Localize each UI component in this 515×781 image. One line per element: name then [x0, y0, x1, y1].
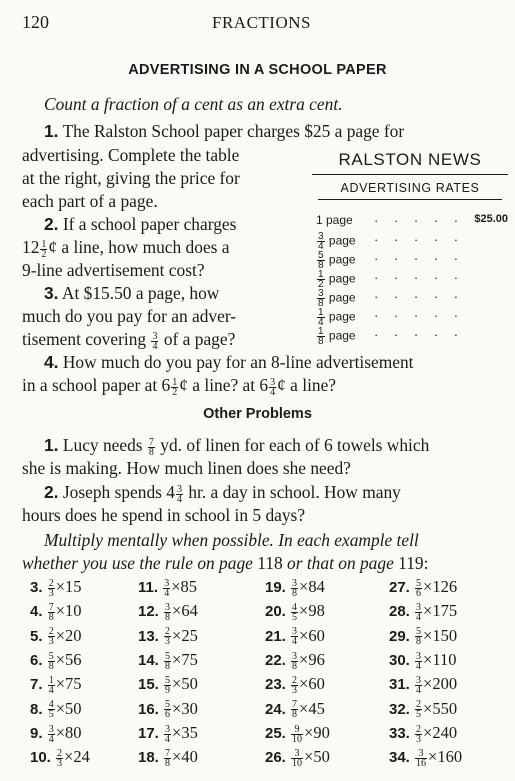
problem-4-line-1 [44, 350, 414, 374]
fraction: $\frac{3}{10}$ [292, 747, 303, 769]
fraction: $\frac{3}{4}$ [270, 376, 276, 398]
fraction: $\frac{5}{6}$ [165, 699, 171, 721]
exercise-number: 18. [138, 749, 164, 767]
fraction: $\frac{3}{4}$ [152, 330, 158, 352]
exercise-number: 29. [389, 627, 415, 645]
problem-text: At $15.50 a page, how [61, 283, 220, 303]
page-number: 120 [22, 12, 49, 32]
fraction: $\frac{3}{4}$ [416, 602, 422, 624]
fraction: $\frac{1}{2}$ [41, 238, 47, 260]
exercise-item [138, 650, 198, 671]
table-title: RALSTON NEWS [312, 150, 508, 175]
advertising-rates-table [312, 150, 508, 200]
multiplier: ×50 [304, 747, 330, 767]
multiplier: ×20 [55, 625, 82, 645]
exercise-number: 6. [30, 651, 47, 669]
rate-row [316, 270, 508, 289]
exercise-item [138, 577, 197, 598]
problem-number: 1. [44, 121, 59, 141]
fraction: $\frac{5}{6}$ [416, 577, 422, 599]
page-ref: 119 [398, 553, 424, 573]
fraction: $\frac{7}{8}$ [165, 747, 171, 769]
exercise-number: 34. [389, 749, 415, 767]
problem-text: of a page? [163, 329, 236, 349]
multiplier: ×200 [423, 674, 458, 694]
exercise-item [30, 626, 82, 647]
exercise-item [265, 674, 325, 695]
exercise-item [138, 601, 198, 622]
exercise-item [138, 674, 198, 695]
problem-number: 1. [44, 435, 59, 455]
instruction-text: whether you use the rule on page [22, 553, 253, 573]
exercise-number: 31. [389, 676, 415, 694]
exercise-item [138, 747, 198, 768]
fraction: $\frac{2}{5}$ [416, 699, 422, 721]
rate-row [316, 308, 508, 327]
problem-text: ¢ a line, how much does a [48, 237, 230, 257]
exercise-number: 26. [265, 749, 291, 767]
problem-3-line-1 [44, 281, 219, 305]
rate-label: $\frac{1}{4}$ page [318, 307, 356, 328]
rate-row [316, 232, 508, 251]
fraction: $\frac{2}{3}$ [165, 626, 171, 648]
problem-text: Lucy needs [62, 435, 143, 455]
multiplier: ×126 [423, 577, 458, 596]
exercise-number: 32. [389, 700, 415, 718]
exercise-item [389, 723, 457, 744]
problem-3-line-3 [22, 327, 235, 351]
exercise-number: 14. [138, 651, 164, 669]
multiplier: ×56 [55, 649, 82, 669]
exercise-number: 16. [138, 700, 164, 718]
rate-price: $25.00 [474, 213, 508, 225]
problem-2-line-2 [22, 235, 230, 259]
problem-1-line-1 [44, 119, 404, 143]
fraction: $\frac{5}{9}$ [165, 674, 171, 696]
multiplier: ×96 [299, 649, 325, 669]
problem-text: If a school paper charges [62, 214, 237, 234]
exercise-item [389, 699, 457, 720]
problem-1-line-4: each part of a page. [22, 191, 158, 211]
exercise-number: 23. [265, 676, 291, 694]
problem-text: ¢ a line? at 6 [179, 375, 269, 395]
exercise-item [389, 626, 457, 647]
exercise-number: 19. [265, 579, 291, 596]
multiplier: ×90 [304, 722, 330, 742]
multiply-instruction-line-1: Multiply mentally when possible. In each example tell [44, 530, 419, 550]
exercise-number: 4. [30, 603, 47, 621]
rate-label: 1 page [316, 213, 353, 227]
multiplier: ×84 [299, 577, 325, 596]
multiplier: ×98 [299, 601, 325, 621]
exercise-number: 15. [138, 676, 164, 694]
multiplier: ×25 [172, 625, 198, 645]
multiplier: ×10 [55, 601, 82, 621]
exercise-item [265, 626, 325, 647]
fraction: $\frac{7}{8}$ [148, 436, 154, 458]
fraction: $\frac{2}{3}$ [48, 577, 54, 599]
instruction-text: : [423, 553, 429, 573]
problem-text: tisement covering [22, 329, 147, 349]
problem-text: Joseph spends 4 [62, 482, 175, 502]
multiplier: ×35 [172, 722, 198, 742]
exercise-number: 11. [138, 579, 163, 596]
multiplier: ×240 [423, 722, 458, 742]
exercise-number: 33. [389, 724, 415, 742]
fraction: $\frac{2}{3}$ [57, 747, 63, 769]
exercise-number: 25. [265, 724, 291, 742]
rate-row [316, 289, 508, 308]
rate-label: $\frac{3}{4}$ page [318, 231, 356, 252]
fraction: $\frac{5}{8}$ [318, 250, 324, 271]
multiplier: ×40 [172, 747, 198, 767]
fraction: $\frac{3}{8}$ [292, 650, 298, 672]
exercise-item [389, 650, 456, 671]
leader-dots: · · · · · [374, 289, 465, 304]
exercise-number: 27. [389, 579, 415, 596]
page-header [22, 12, 501, 36]
section-title: ADVERTISING IN A SCHOOL PAPER [128, 62, 387, 78]
running-head: FRACTIONS [212, 13, 311, 32]
fraction: $\frac{7}{8}$ [292, 699, 298, 721]
instruction-text: or that on page [287, 553, 394, 573]
multiplier: ×15 [55, 577, 82, 596]
multiplier: ×75 [55, 674, 82, 694]
exercise-item [265, 747, 330, 768]
multiplier: ×64 [172, 601, 198, 621]
instruction: Count a fraction of a cent as an extra cent. [44, 94, 343, 114]
multiplier: ×60 [299, 625, 325, 645]
exercise-item [265, 650, 325, 671]
multiplier: ×45 [299, 698, 325, 718]
exercise-number: 9. [30, 724, 47, 742]
leader-dots: · · · · · [374, 327, 465, 342]
problem-number: 2. [44, 214, 59, 234]
amount: 12 [22, 237, 40, 257]
exercise-item [30, 674, 82, 695]
multiplier: ×160 [428, 747, 463, 767]
multiplier: ×175 [423, 601, 458, 621]
fraction: $\frac{1}{2}$ [172, 376, 178, 398]
multiplier: ×30 [172, 698, 198, 718]
fraction: $\frac{4}{5}$ [292, 602, 298, 624]
multiplier: ×50 [55, 698, 82, 718]
exercise-item [265, 601, 325, 622]
fraction: $\frac{2}{3}$ [416, 723, 422, 745]
other-problem-1-line-1 [44, 433, 429, 457]
multiplier: ×110 [423, 649, 457, 669]
fraction: $\frac{3}{8}$ [165, 602, 171, 624]
exercise-item [138, 699, 198, 720]
multiply-instruction-line-2 [22, 551, 428, 575]
leader-dots: · · · · · [374, 213, 465, 228]
multiplier: ×50 [172, 674, 198, 694]
exercise-number: 3. [30, 579, 47, 596]
rate-label: $\frac{3}{8}$ page [318, 288, 356, 309]
problem-text: How much do you pay for an 8-line advertisement [62, 352, 414, 372]
fraction: $\frac{3}{4}$ [416, 650, 422, 672]
exercise-item [265, 723, 330, 744]
exercise-item [30, 577, 82, 598]
exercise-item [30, 650, 82, 671]
exercise-item [389, 747, 462, 768]
problem-3-line-2: much do you pay for an adver- [22, 306, 237, 326]
exercise-number: 8. [30, 700, 47, 718]
problem-number: 3. [44, 283, 59, 303]
rate-row [316, 327, 508, 346]
other-problem-2-line-1 [44, 480, 401, 504]
problem-text: in a school paper at 6 [22, 375, 171, 395]
fraction: $\frac{1}{2}$ [318, 269, 324, 290]
exercise-number: 22. [265, 651, 291, 669]
fraction: $\frac{3}{8}$ [318, 288, 324, 309]
multiplier: ×150 [423, 625, 458, 645]
exercise-item [30, 699, 82, 720]
other-problem-1-line-2: she is making. How much linen does she need? [22, 458, 351, 478]
problem-2-line-1 [44, 212, 236, 236]
fraction: $\frac{4}{5}$ [48, 699, 54, 721]
multiplier: ×24 [64, 747, 90, 767]
exercise-number: 10. [30, 749, 56, 767]
problem-text: yd. of linen for each of 6 towels which [160, 435, 430, 455]
fraction: $\frac{5}{8}$ [165, 650, 171, 672]
multiplier: ×80 [55, 722, 82, 742]
problem-text: ¢ a line? [277, 375, 337, 395]
fraction: $\frac{7}{8}$ [48, 602, 54, 624]
multiplier: ×75 [172, 649, 198, 669]
fraction: $\frac{3}{8}$ [292, 577, 298, 599]
fraction: $\frac{1}{8}$ [318, 326, 324, 347]
exercise-number: 21. [265, 627, 291, 645]
fraction: $\frac{2}{3}$ [292, 674, 298, 696]
rate-label: $\frac{5}{8}$ page [318, 250, 356, 271]
exercise-item [30, 601, 82, 622]
other-problem-2-line-2: hours does he spend in school in 5 days? [22, 505, 306, 525]
problem-text: hr. a day in school. How many [188, 482, 401, 502]
exercise-item [138, 626, 198, 647]
exercise-item [138, 723, 198, 744]
fraction: $\frac{5}{8}$ [48, 650, 54, 672]
fraction: $\frac{3}{4}$ [292, 626, 298, 648]
exercise-number: 28. [389, 603, 415, 621]
exercise-number: 5. [30, 627, 47, 645]
rate-label: $\frac{1}{2}$ page [318, 269, 356, 290]
problem-number: 4. [44, 352, 59, 372]
exercise-number: 12. [138, 603, 164, 621]
fraction: $\frac{2}{3}$ [48, 626, 54, 648]
exercise-number: 20. [265, 603, 291, 621]
exercise-item [389, 601, 457, 622]
exercise-number: 30. [389, 651, 415, 669]
problem-1-line-3: at the right, giving the price for [22, 168, 240, 188]
rate-row [316, 251, 508, 270]
multiplier: ×85 [171, 577, 198, 596]
leader-dots: · · · · · [374, 232, 465, 247]
problem-text: The Ralston School paper charges $25 a page for [62, 121, 405, 141]
rate-row [316, 213, 508, 232]
exercise-number: 24. [265, 700, 291, 718]
exercise-number: 17. [138, 724, 164, 742]
leader-dots: · · · · · [374, 308, 465, 323]
problem-2-line-3: 9-line advertisement cost? [22, 260, 205, 280]
fraction: $\frac{3}{4}$ [165, 723, 171, 745]
exercise-item [389, 577, 457, 598]
leader-dots: · · · · · [374, 270, 465, 285]
fraction: $\frac{3}{16}$ [416, 747, 427, 769]
exercise-item [30, 747, 90, 768]
fraction: $\frac{3}{4}$ [48, 723, 54, 745]
leader-dots: · · · · · [374, 251, 465, 266]
fraction: $\frac{3}{4}$ [176, 483, 182, 505]
page-ref: 118 [257, 553, 283, 573]
fraction: $\frac{3}{4}$ [164, 577, 170, 599]
exercise-number: 7. [30, 676, 47, 694]
multiplier: ×550 [423, 698, 458, 718]
fraction: $\frac{9}{10}$ [292, 723, 303, 745]
table-subtitle: ADVERTISING RATES [318, 181, 502, 200]
fraction: $\frac{3}{4}$ [416, 674, 422, 696]
fraction: $\frac{5}{8}$ [416, 626, 422, 648]
exercise-number: 13. [138, 627, 164, 645]
fraction: $\frac{1}{4}$ [48, 674, 54, 696]
other-problems-title: Other Problems [203, 406, 312, 422]
problem-4-line-2 [22, 373, 336, 397]
exercise-item [389, 674, 457, 695]
exercise-item [265, 699, 325, 720]
exercise-item [265, 577, 325, 598]
problem-1-line-2: advertising. Complete the table [22, 145, 240, 165]
rate-label: $\frac{1}{8}$ page [318, 326, 356, 347]
exercise-item [30, 723, 82, 744]
fraction: $\frac{3}{4}$ [318, 231, 324, 252]
fraction: $\frac{1}{4}$ [318, 307, 324, 328]
multiplier: ×60 [299, 674, 325, 694]
problem-number: 2. [44, 482, 59, 502]
